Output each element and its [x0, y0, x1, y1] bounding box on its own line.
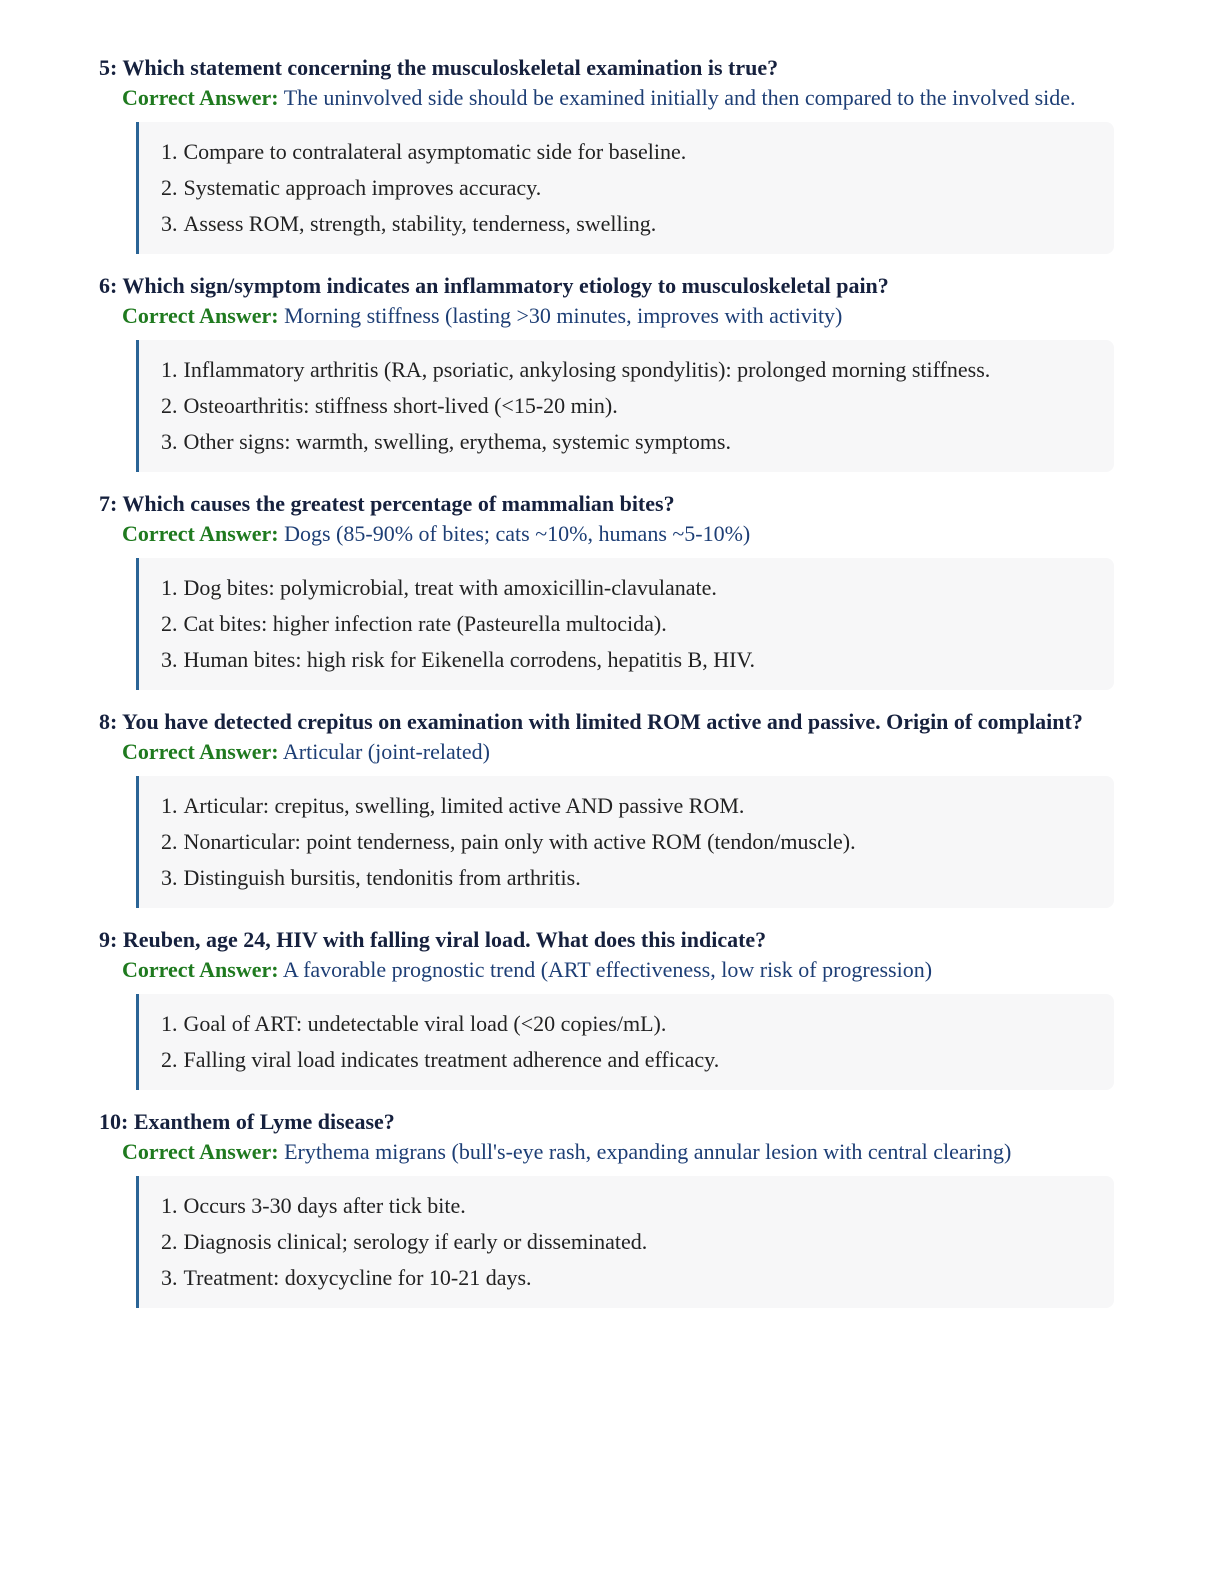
list-item-text: Goal of ART: undetectable viral load (<20 copies/mL). [183, 1011, 667, 1036]
question-block [99, 1110, 1114, 1308]
list-item-text: Falling viral load indicates treatment adherence and efficacy. [183, 1047, 720, 1072]
list-item: 2. Nonarticular: point tenderness, pain only with active ROM (tendon/muscle). [161, 829, 856, 854]
list-item: 1. Dog bites: polymicrobial, treat with amoxicillin-clavulanate. [161, 575, 717, 600]
correct-answer-text: A favorable prognostic trend (ART effectiveness, low risk of progression) [282, 957, 933, 982]
question-title: 8: You have detected crepitus on examination with limited ROM active and passive. Origin of complaint? [99, 709, 1083, 734]
list-item: 1. Goal of ART: undetectable viral load (<20 copies/mL). [161, 1011, 667, 1036]
question-block [99, 928, 1114, 1090]
list-item-text: Systematic approach improves accuracy. [183, 175, 542, 200]
list-item-text: Distinguish bursitis, tendonitis from arthritis. [183, 865, 581, 890]
explanation-list [161, 352, 1094, 460]
list-item-text: Articular: crepitus, swelling, limited active AND passive ROM. [183, 793, 745, 818]
correct-answer [122, 304, 1114, 328]
correct-answer [122, 1140, 1114, 1164]
explanation-list [161, 1006, 1094, 1078]
list-item: 2. Systematic approach improves accuracy. [161, 175, 542, 200]
list-item: 2. Cat bites: higher infection rate (Pasteurella multocida). [161, 611, 667, 636]
list-item-text: Occurs 3-30 days after tick bite. [183, 1193, 466, 1218]
list-item: 3. Treatment: doxycycline for 10-21 days. [161, 1265, 532, 1290]
list-item: 3. Distinguish bursitis, tendonitis from arthritis. [161, 865, 581, 890]
question-block [99, 710, 1114, 908]
question-title: 10: Exanthem of Lyme disease? [99, 1109, 395, 1134]
correct-answer-text: Morning stiffness (lasting >30 minutes, improves with activity) [284, 303, 843, 328]
question-title: 6: Which sign/symptom indicates an inflammatory etiology to musculoskeletal pain? [99, 273, 889, 298]
correct-answer-label: Correct Answer: [122, 85, 279, 110]
list-item-text: Other signs: warmth, swelling, erythema, systemic symptoms. [183, 429, 731, 454]
explanation-box [136, 1176, 1114, 1308]
list-item: 1. Inflammatory arthritis (RA, psoriatic, ankylosing spondylitis): prolonged morning stiffness. [161, 357, 991, 382]
correct-answer-text: Dogs (85-90% of bites; cats ~10%, humans ~5-10%) [284, 521, 751, 546]
list-item-text: Nonarticular: point tenderness, pain only with active ROM (tendon/muscle). [183, 829, 856, 854]
list-item: 3. Human bites: high risk for Eikenella corrodens, hepatitis B, HIV. [161, 647, 755, 672]
explanation-box [136, 558, 1114, 690]
list-item-text: Treatment: doxycycline for 10-21 days. [183, 1265, 532, 1290]
explanation-box [136, 994, 1114, 1090]
correct-answer [122, 522, 1114, 546]
list-item-text: Diagnosis clinical; serology if early or disseminated. [183, 1229, 648, 1254]
list-item: 1. Compare to contralateral asymptomatic side for baseline. [161, 139, 687, 164]
correct-answer [122, 740, 1114, 764]
question-block [99, 56, 1114, 254]
list-item-text: Human bites: high risk for Eikenella corrodens, hepatitis B, HIV. [183, 647, 755, 672]
correct-answer [122, 86, 1114, 110]
list-item: 3. Assess ROM, strength, stability, tenderness, swelling. [161, 211, 657, 236]
list-item-text: Assess ROM, strength, stability, tenderness, swelling. [183, 211, 657, 236]
correct-answer [122, 958, 1114, 982]
question-title: 9: Reuben, age 24, HIV with falling viral load. What does this indicate? [99, 927, 767, 952]
list-item-text: Cat bites: higher infection rate (Pasteurella multocida). [183, 611, 667, 636]
explanation-list [161, 570, 1094, 678]
question-title: 5: Which statement concerning the musculoskeletal examination is true? [99, 55, 779, 80]
list-item: 2. Osteoarthritis: stiffness short-lived (<15-20 min). [161, 393, 618, 418]
correct-answer-text: Articular (joint-related) [282, 739, 490, 764]
explanation-box [136, 340, 1114, 472]
question-block [99, 274, 1114, 472]
question-block [99, 492, 1114, 690]
explanation-list [161, 134, 1094, 242]
correct-answer-label: Correct Answer: [122, 521, 279, 546]
list-item: 2. Falling viral load indicates treatment adherence and efficacy. [161, 1047, 720, 1072]
list-item: 1. Occurs 3-30 days after tick bite. [161, 1193, 466, 1218]
list-item-text: Compare to contralateral asymptomatic side for baseline. [183, 139, 687, 164]
correct-answer-label: Correct Answer: [122, 1139, 279, 1164]
list-item: 3. Other signs: warmth, swelling, erythema, systemic symptoms. [161, 429, 731, 454]
explanation-list [161, 1188, 1094, 1296]
question-title: 7: Which causes the greatest percentage of mammalian bites? [99, 491, 675, 516]
explanation-list [161, 788, 1094, 896]
correct-answer-label: Correct Answer: [122, 957, 279, 982]
explanation-box [136, 122, 1114, 254]
correct-answer-text: The uninvolved side should be examined initially and then compared to the involved side. [283, 85, 1076, 110]
list-item-text: Dog bites: polymicrobial, treat with amoxicillin-clavulanate. [183, 575, 717, 600]
correct-answer-label: Correct Answer: [122, 303, 279, 328]
list-item: 1. Articular: crepitus, swelling, limited active AND passive ROM. [161, 793, 745, 818]
list-item-text: Osteoarthritis: stiffness short-lived (<15-20 min). [183, 393, 618, 418]
correct-answer-text: Erythema migrans (bull's-eye rash, expanding annular lesion with central clearing) [284, 1139, 1012, 1164]
explanation-box [136, 776, 1114, 908]
list-item-text: Inflammatory arthritis (RA, psoriatic, ankylosing spondylitis): prolonged morning stiffness. [183, 357, 991, 382]
correct-answer-label: Correct Answer: [122, 739, 279, 764]
list-item: 2. Diagnosis clinical; serology if early or disseminated. [161, 1229, 648, 1254]
